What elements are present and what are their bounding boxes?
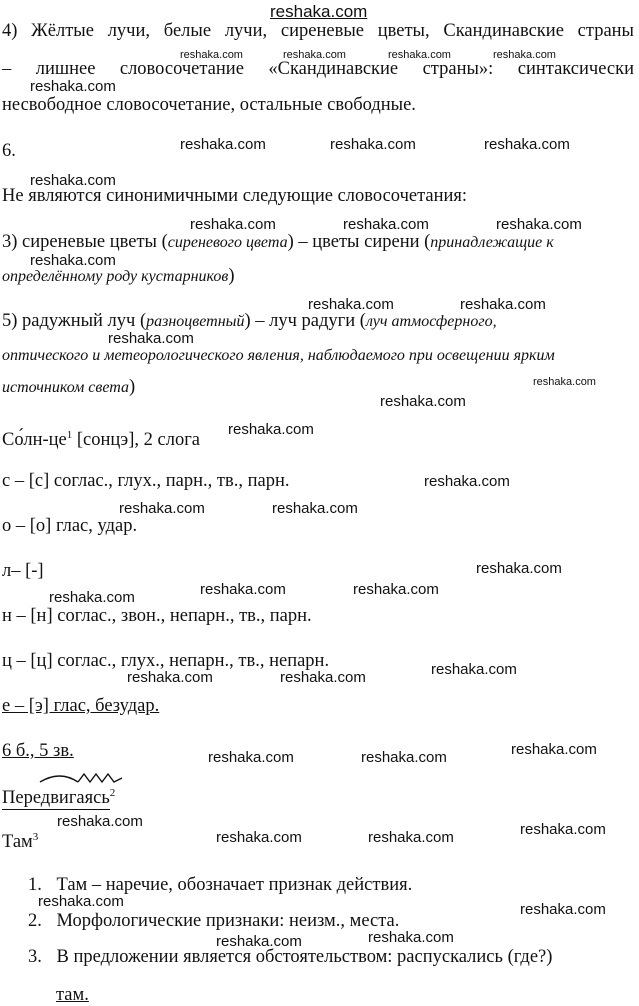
watermark: reshaka.com [533,376,596,388]
watermark: reshaka.com [57,813,143,830]
watermark: reshaka.com [280,669,366,686]
suffix-zigzag [78,774,122,782]
item3-c-italic: определённому роду кустарников [2,268,229,285]
item5-b: ) – луч радуги ( [244,311,366,331]
nonsyn-intro: Не являются синонимичными следующие словосочетания: [2,186,468,206]
item5-line1 [2,310,637,333]
watermark: reshaka.com [368,829,454,846]
watermark: reshaka.com [180,49,243,61]
phonetic-row: л– [-] [2,561,44,581]
watermark: reshaka.com [119,500,205,517]
watermark: reshaka.com [380,393,466,410]
analysis-num: 3. [28,947,42,967]
peredvigayas-word: Передвигаясь [2,788,110,809]
watermark: reshaka.com [476,560,562,577]
watermark: reshaka.com [424,473,510,490]
item5-c-italic: оптического и метеорологического явления, наблюдаемого при освещении ярким [2,347,555,364]
watermark: reshaka.com [330,136,416,153]
watermark: reshaka.com [272,500,358,517]
solnce-rest: [сонцэ], 2 слога [72,430,201,451]
analysis-item-3 [28,946,637,968]
watermark: reshaka.com [460,296,546,313]
tam-line [2,826,38,853]
watermark: reshaka.com [108,330,194,347]
watermark: reshaka.com [228,421,314,438]
p4-line3: несвободное словосочетание, остальные свободные. [2,95,416,115]
phonetic-row: н – [н] соглас., звон., непарн., тв., парн. [2,606,312,626]
watermark: reshaka.com [127,669,213,686]
watermark: reshaka.com [484,136,570,153]
summary-count: 6 б., 5 зв. [2,741,74,761]
item5-d-italic: источником света [2,379,129,396]
watermark: reshaka.com [49,589,135,606]
phonetic-row: ц – [ц] соглас., глух., непарн., тв., непарн. [2,651,330,671]
site-header-watermark: reshaka.com [270,2,368,21]
watermark: reshaka.com [493,49,556,61]
watermark: reshaka.com [208,749,294,766]
watermark: reshaka.com [368,929,454,946]
peredvigayas-sup: 2 [109,787,116,799]
analysis-num: 2. [28,911,42,931]
watermark: reshaka.com [520,901,606,918]
peredvigayas-line [2,782,115,809]
section-number-6: 6. [2,141,16,161]
tam-word: Там [2,832,33,853]
watermark: reshaka.com [308,296,394,313]
item5-b-italic: луч атмосферного, [365,313,497,330]
watermark: reshaka.com [431,661,517,678]
watermark: reshaka.com [520,821,606,838]
analysis-tail: там. [56,985,89,1005]
watermark: reshaka.com [30,172,116,189]
solnce-word: Со́лн-це [2,430,67,451]
watermark: reshaka.com [361,749,447,766]
item3-b-italic: принадлежащие к [430,234,554,251]
watermark: reshaka.com [511,741,597,758]
p4-line1: 4) Жёлтые лучи, белые лучи, сиреневые цветы, Скандинавские страны [2,21,634,41]
watermark: reshaka.com [30,252,116,269]
item3-c: ) [228,266,235,286]
item3-a: 3) сиреневые цветы ( [2,232,168,252]
solnce-sup: 1 [66,429,73,441]
watermark: reshaka.com [343,216,429,233]
item5-a: 5) радужный луч ( [2,311,147,331]
item5-line2 [2,344,555,367]
watermark: reshaka.com [496,216,582,233]
phonetic-row: о – [о] глас, удар. [2,516,138,536]
phonetic-row: с – [с] соглас., глух., парн., тв., парн. [2,471,290,491]
watermark: reshaka.com [180,136,266,153]
watermark: reshaka.com [38,893,124,910]
item5-a-italic: разноцветный [146,313,245,330]
analysis-text: В предложении является обстоятельством: распускались (где?) [56,947,553,967]
item3-line1 [2,231,637,254]
analysis-text: Морфологические признаки: неизм., места. [56,911,400,931]
watermark: reshaka.com [200,581,286,598]
watermark: reshaka.com [283,49,346,61]
watermark: reshaka.com [190,216,276,233]
watermark: reshaka.com [216,933,302,950]
watermark: reshaka.com [216,829,302,846]
item3-b: ) – цветы сирени ( [287,232,431,252]
analysis-item-2 [28,910,399,932]
analysis-text: Там – наречие, обозначает признак действия. [56,875,413,895]
tam-sup: 3 [32,831,39,843]
watermark: reshaka.com [353,581,439,598]
watermark: reshaka.com [30,78,116,95]
watermark: reshaka.com [388,49,451,61]
item3-a-italic: сиреневого цвета [167,234,288,251]
phonetic-row-last: е – [э] глас, безудар. [2,696,160,716]
solnce-line [2,424,200,451]
item5-d: ) [128,377,136,397]
item5-line3 [2,376,135,399]
analysis-num: 1. [28,875,42,895]
p4-line2: – лишнее словосочетание «Скандинавские страны»: синтаксически [2,59,634,79]
